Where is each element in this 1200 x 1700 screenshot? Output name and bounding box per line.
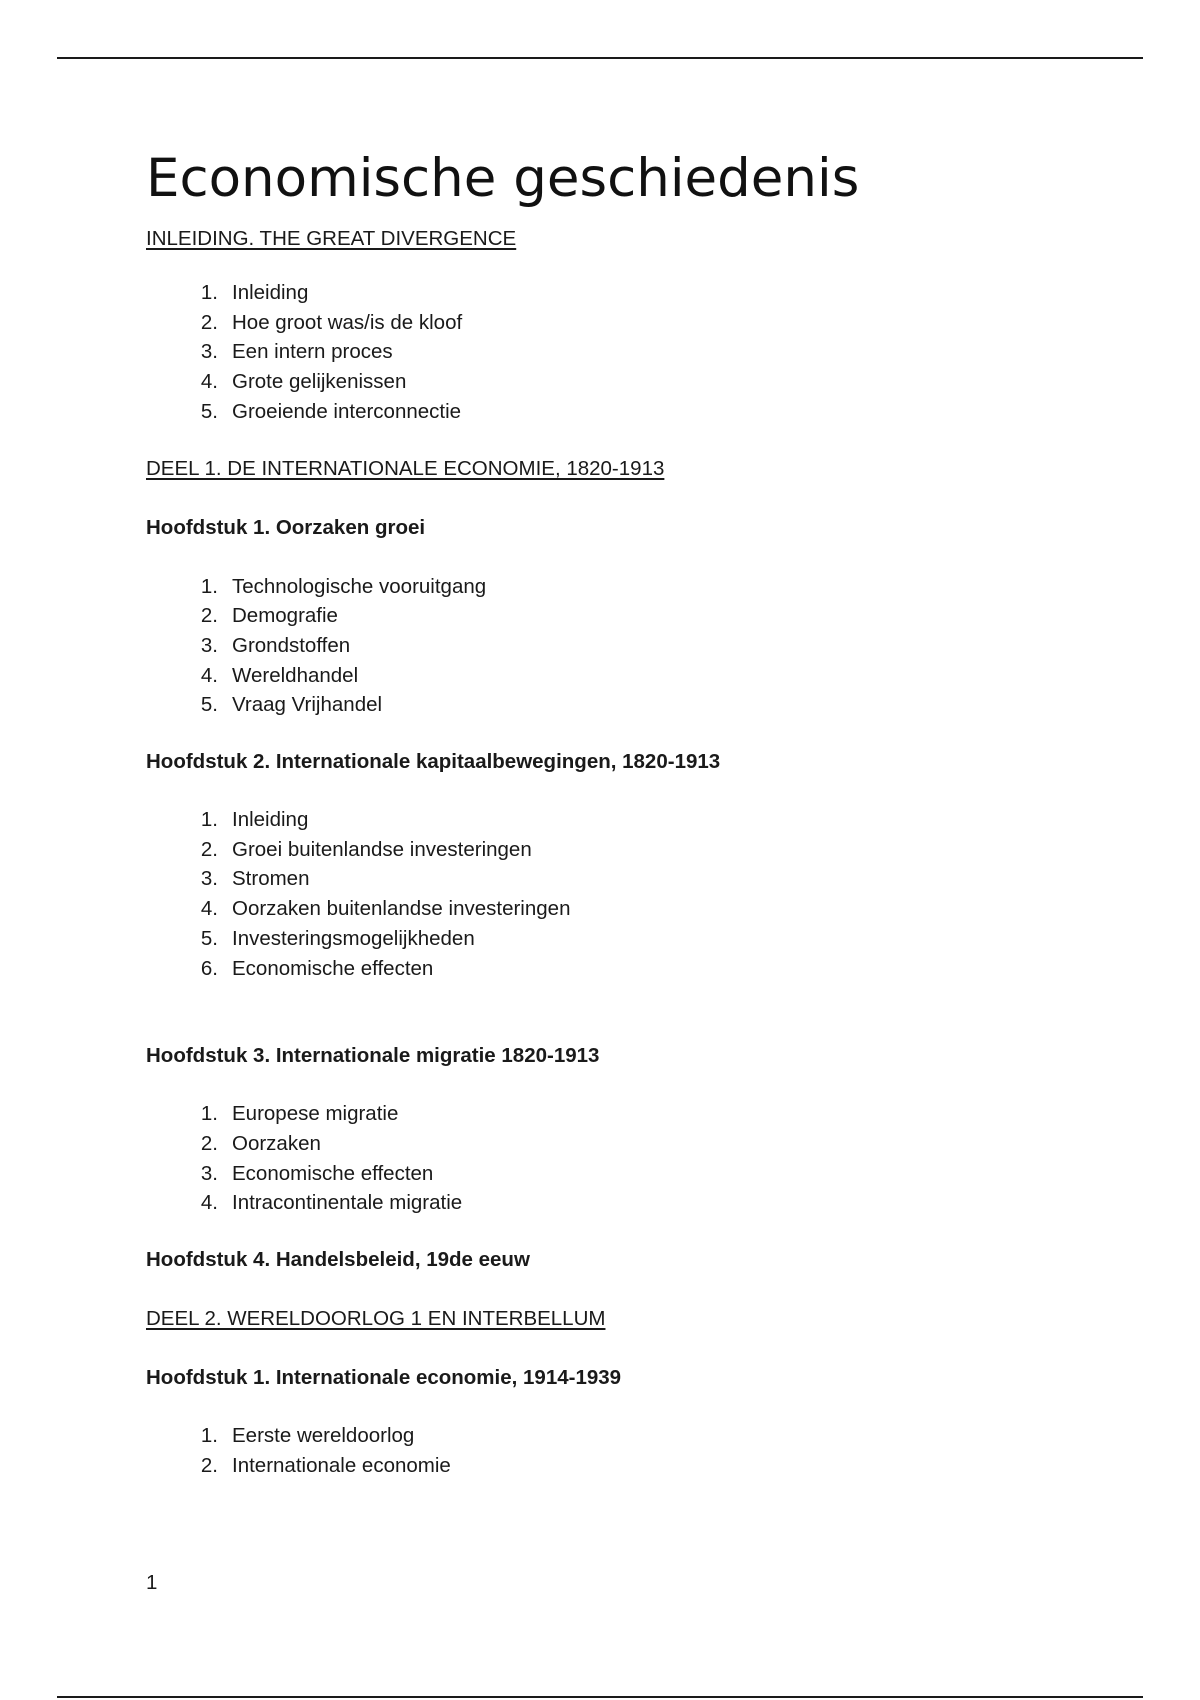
list-item-text: Inleiding	[232, 281, 309, 304]
list-item-text: Economische effecten	[232, 1161, 434, 1185]
list-item	[146, 397, 1106, 427]
document-title: Economische geschiedenis	[146, 148, 860, 209]
list-item	[146, 1129, 1106, 1159]
list-number: 3.	[200, 340, 218, 364]
list-item	[146, 1421, 1106, 1451]
list-item-text: Hoe groot was/is de kloof	[232, 310, 463, 334]
list-number: 2.	[200, 837, 218, 861]
list-item-text: Vraag Vrijhandel	[232, 693, 383, 717]
list-item	[146, 572, 1106, 602]
chapter-heading: Hoofdstuk 4. Handelsbeleid, 19de eeuw	[146, 1248, 530, 1272]
list-item	[146, 1451, 1106, 1481]
list-item-text: Demografie	[232, 604, 338, 628]
list-number: 5.	[200, 926, 218, 950]
list-item	[146, 690, 1106, 720]
list-item-text: Economische effecten	[232, 956, 434, 980]
list-number: 3.	[200, 633, 218, 657]
list-number: 4.	[200, 370, 218, 394]
list-item	[146, 835, 1106, 865]
list-item-text: Wereldhandel	[232, 663, 359, 687]
chapter-2-list	[146, 805, 1106, 983]
list-number: 2.	[200, 310, 218, 334]
list-item	[146, 337, 1106, 367]
list-number: 1.	[200, 1424, 218, 1448]
header-rule	[57, 57, 1143, 59]
list-item	[146, 601, 1106, 631]
list-item-text: Stromen	[232, 867, 310, 891]
list-item-text: Een intern proces	[232, 340, 393, 364]
list-number: 3.	[200, 1161, 218, 1185]
list-item-text: Groeiende interconnectie	[232, 399, 462, 423]
chapter-heading: Hoofdstuk 1. Internationale economie, 1914-1939	[146, 1366, 622, 1390]
list-item-text: Grote gelijkenissen	[232, 370, 407, 394]
page-number: 1	[146, 1571, 158, 1594]
list-item	[146, 631, 1106, 661]
part-heading-inleiding: INLEIDING. THE GREAT DIVERGENCE	[146, 227, 517, 250]
list-item	[146, 661, 1106, 691]
footer-rule	[57, 1696, 1143, 1698]
list-number: 5.	[200, 693, 218, 717]
part-heading-deel-2: DEEL 2. WERELDOORLOG 1 EN INTERBELLUM	[146, 1307, 606, 1331]
list-item-text: Oorzaken	[232, 1131, 321, 1155]
list-number: 2.	[200, 1453, 218, 1477]
list-number: 1.	[200, 281, 218, 304]
chapter-3-list	[146, 1099, 1106, 1218]
list-item	[146, 308, 1106, 338]
list-item	[146, 894, 1106, 924]
list-item-text: Intracontinentale migratie	[232, 1191, 463, 1215]
list-item	[146, 1159, 1106, 1189]
list-item-text: Investeringsmogelijkheden	[232, 926, 475, 950]
list-number: 5.	[200, 399, 218, 423]
list-item	[146, 864, 1106, 894]
list-number: 6.	[200, 956, 218, 980]
list-number: 3.	[200, 867, 218, 891]
list-item-text: Eerste wereldoorlog	[232, 1424, 415, 1448]
list-number: 4.	[200, 1191, 218, 1215]
list-item	[146, 278, 1106, 308]
list-item-text: Groei buitenlandse investeringen	[232, 837, 532, 861]
list-number: 2.	[200, 1131, 218, 1155]
list-item	[146, 924, 1106, 954]
list-item-text: Europese migratie	[232, 1102, 399, 1126]
list-number: 2.	[200, 604, 218, 628]
list-number: 4.	[200, 663, 218, 687]
list-item	[146, 1099, 1106, 1129]
list-item-text: Grondstoffen	[232, 633, 351, 657]
list-item	[146, 954, 1106, 984]
list-item-text: Inleiding	[232, 808, 309, 832]
chapter-1-list	[146, 572, 1106, 721]
part-heading-deel-1: DEEL 1. DE INTERNATIONALE ECONOMIE, 1820-1913	[146, 456, 665, 480]
chapter-heading: Hoofdstuk 2. Internationale kapitaalbewegingen, 1820-1913	[146, 750, 721, 774]
list-item	[146, 805, 1106, 835]
document-body	[146, 138, 1106, 1480]
list-number: 1.	[200, 808, 218, 832]
list-item	[146, 367, 1106, 397]
list-item-text: Technologische vooruitgang	[232, 574, 487, 598]
list-item	[146, 1188, 1106, 1218]
list-number: 1.	[200, 1102, 218, 1126]
inleiding-list	[146, 278, 1106, 427]
list-number: 1.	[200, 574, 218, 598]
deel-2-chapter-1-list	[146, 1421, 1106, 1480]
list-item-text: Oorzaken buitenlandse investeringen	[232, 897, 571, 921]
list-number: 4.	[200, 897, 218, 921]
chapter-heading: Hoofdstuk 3. Internationale migratie 1820-1913	[146, 1044, 600, 1068]
list-item-text: Internationale economie	[232, 1453, 451, 1477]
chapter-heading: Hoofdstuk 1. Oorzaken groei	[146, 515, 426, 539]
